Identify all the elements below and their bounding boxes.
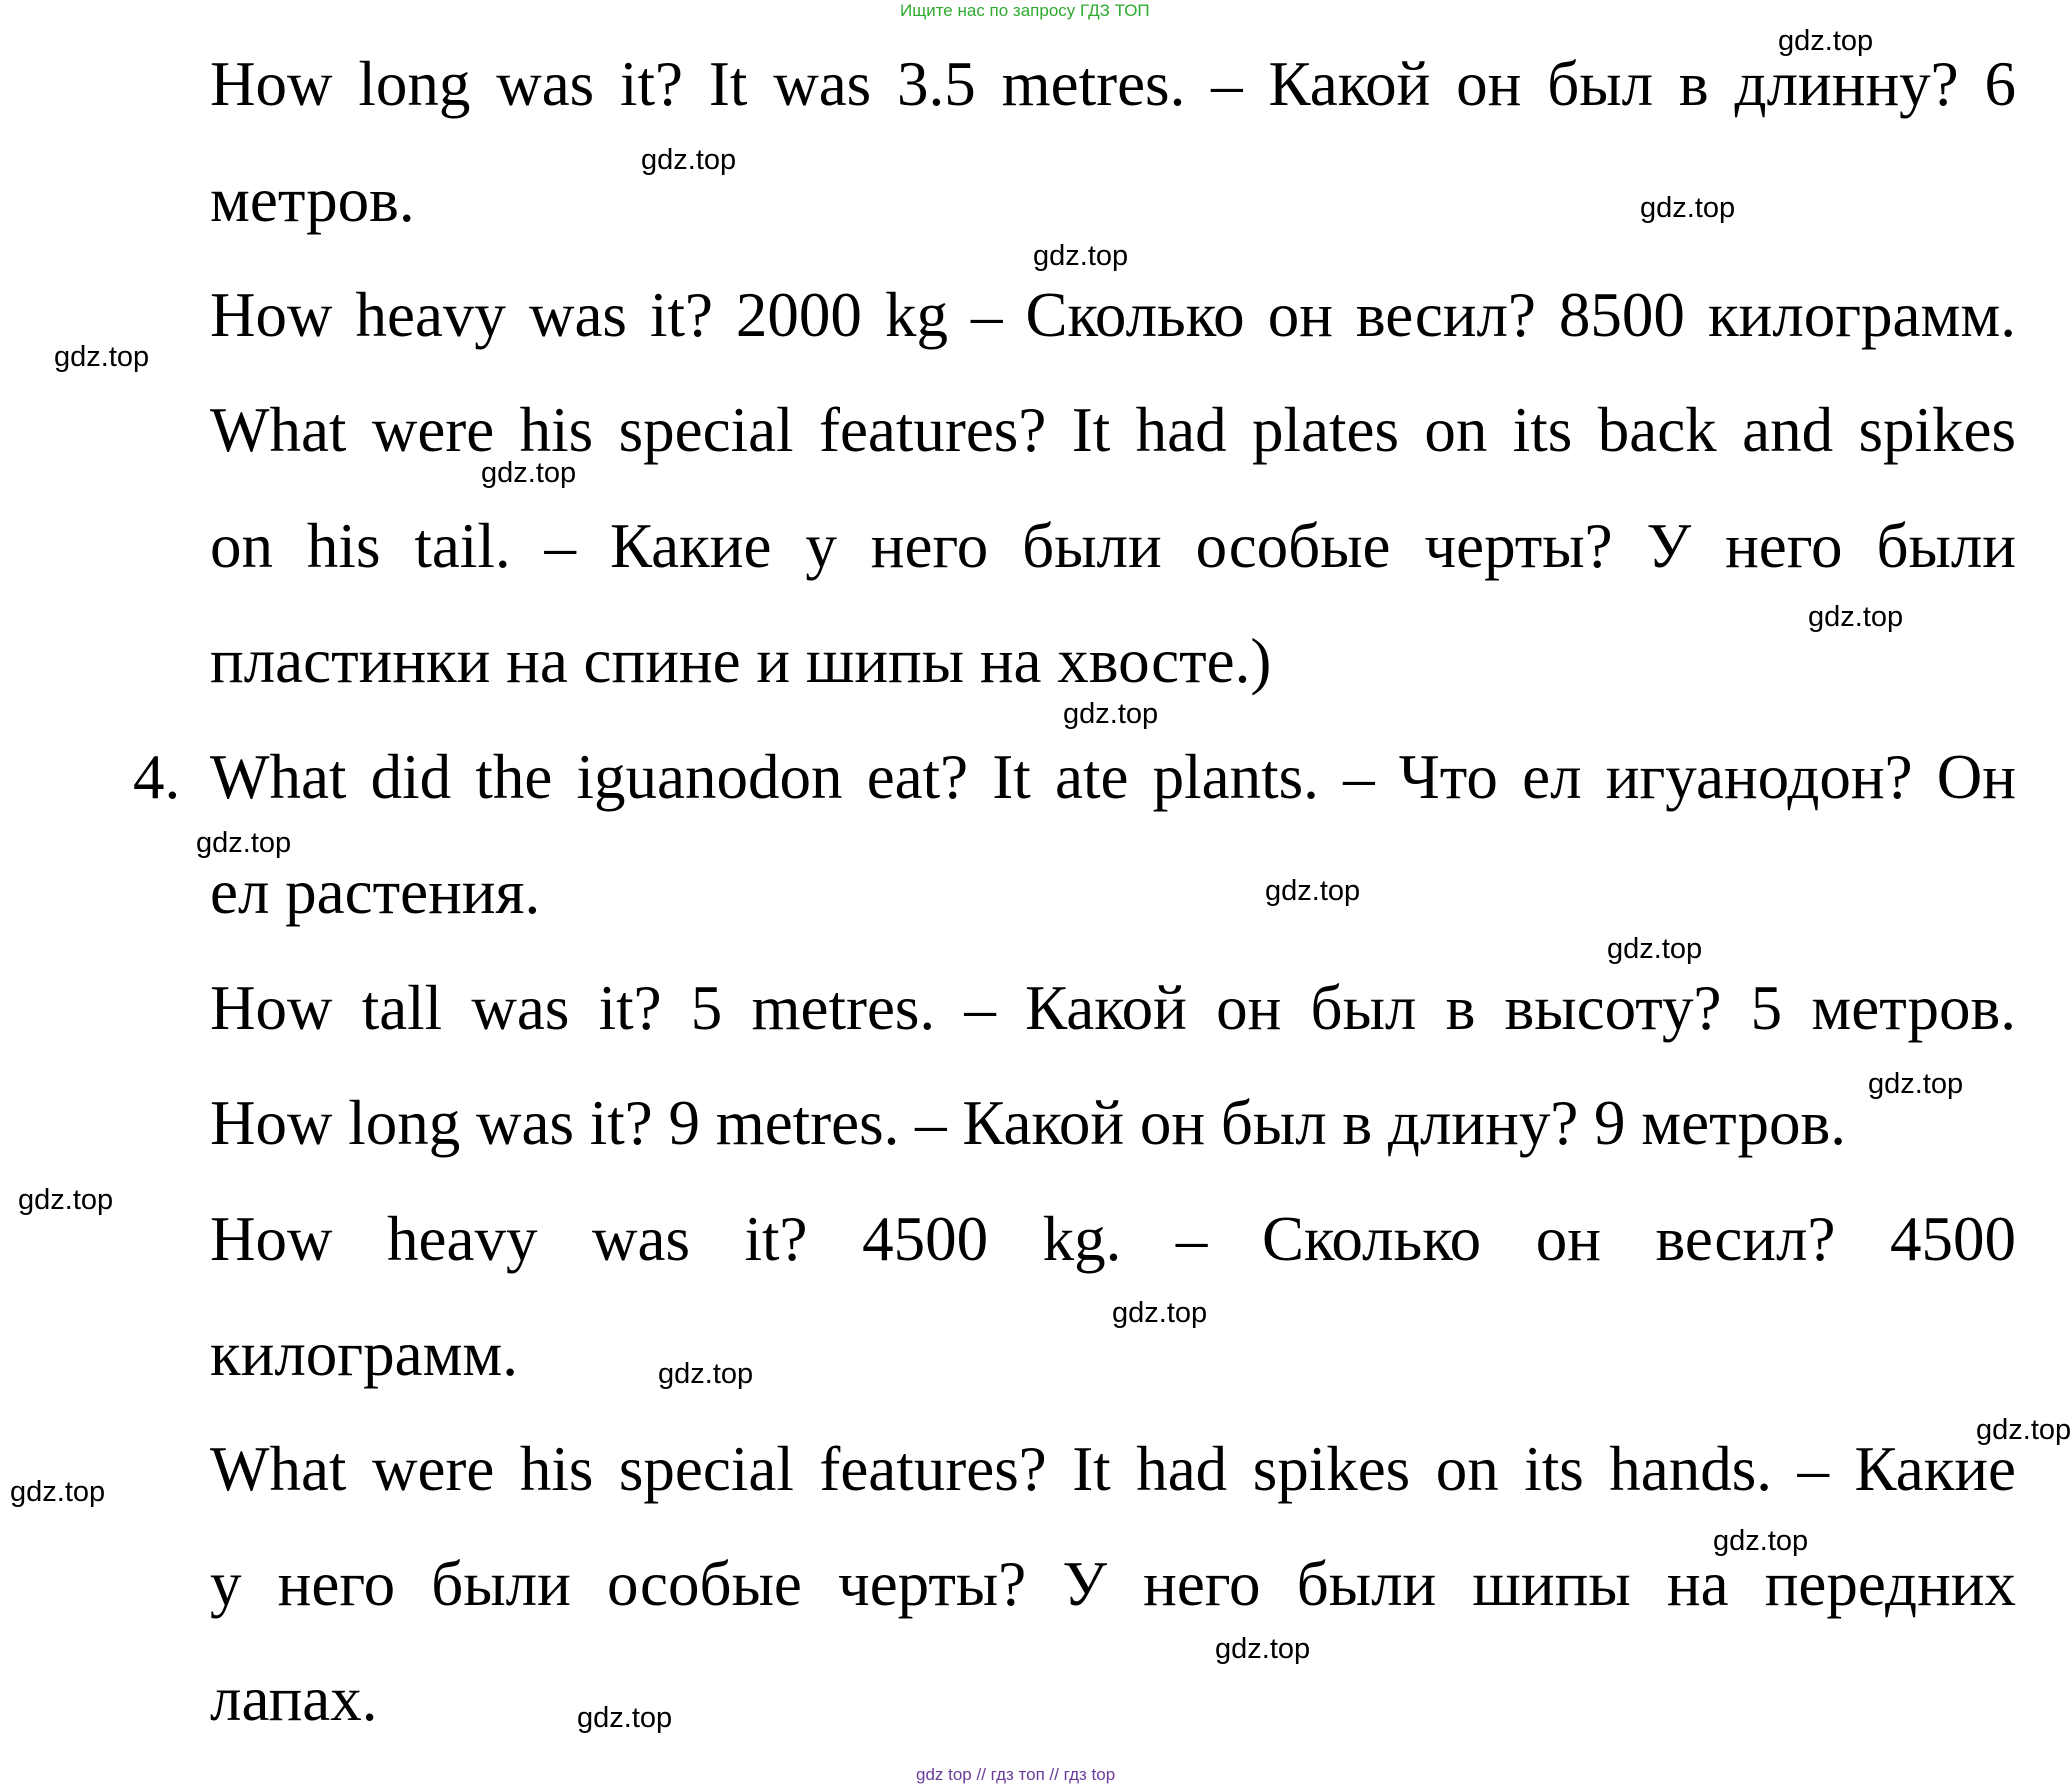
text-line-3: How heavy was it? 2000 kg – Сколько он весил? 8500 килограмм. — [210, 280, 2016, 350]
watermark: gdz.top — [196, 827, 292, 859]
text-line-1: How long was it? It was 3.5 metres. – Какой он был в длинну? 6 — [210, 49, 2016, 119]
watermark: gdz.top — [1868, 1068, 1964, 1100]
top-banner[interactable]: Ищите нас по запросу ГДЗ ТОП — [900, 1, 1150, 20]
watermark: gdz.top — [1607, 933, 1703, 965]
watermark: gdz.top — [577, 1702, 673, 1734]
watermark: gdz.top — [658, 1358, 754, 1390]
text-line-13: What were his special features? It had spikes on its hands. – Какие — [210, 1434, 2016, 1504]
text-line-11: How heavy was it? 4500 kg. – Сколько он весил? 4500 — [210, 1204, 2016, 1274]
text-line-4: What were his special features? It had plates on its back and spikes — [210, 395, 2016, 465]
watermark: gdz.top — [1778, 25, 1874, 57]
text-line-2: метров. — [210, 165, 415, 235]
text-line-14: у него были особые черты? У него были шипы на передних — [210, 1549, 2016, 1619]
text-line-5: on his tail. – Какие у него были особые черты? У него были — [210, 511, 2016, 581]
watermark: gdz.top — [1976, 1414, 2071, 1446]
watermark: gdz.top — [10, 1476, 106, 1508]
watermark: gdz.top — [1063, 698, 1159, 730]
watermark: gdz.top — [641, 144, 737, 176]
watermark: gdz.top — [481, 457, 577, 489]
watermark: gdz.top — [1713, 1525, 1809, 1557]
text-line-15: лапах. — [210, 1664, 378, 1734]
watermark: gdz.top — [1112, 1297, 1208, 1329]
item-number-4: 4. — [133, 742, 181, 812]
watermark: gdz.top — [1808, 601, 1904, 633]
watermark: gdz.top — [1033, 240, 1129, 272]
watermark: gdz.top — [18, 1184, 114, 1216]
text-line-8: ел растения. — [210, 857, 541, 927]
watermark: gdz.top — [1640, 192, 1736, 224]
watermark: gdz.top — [54, 341, 150, 373]
text-line-9: How tall was it? 5 metres. – Какой он был в высоту? 5 метров. — [210, 973, 2016, 1043]
bottom-banner[interactable]: gdz top // гдз топ // гдз top — [916, 1765, 1116, 1784]
text-line-7: What did the iguanodon eat? It ate plants. – Что ел игуанодон? Он — [210, 742, 2016, 812]
watermark: gdz.top — [1265, 875, 1361, 907]
text-line-12: килограмм. — [210, 1319, 519, 1389]
text-line-6: пластинки на спине и шипы на хвосте.) — [210, 626, 1272, 696]
text-line-10: How long was it? 9 metres. – Какой он был в длину? 9 метров. — [210, 1088, 1846, 1158]
watermark: gdz.top — [1215, 1633, 1311, 1665]
